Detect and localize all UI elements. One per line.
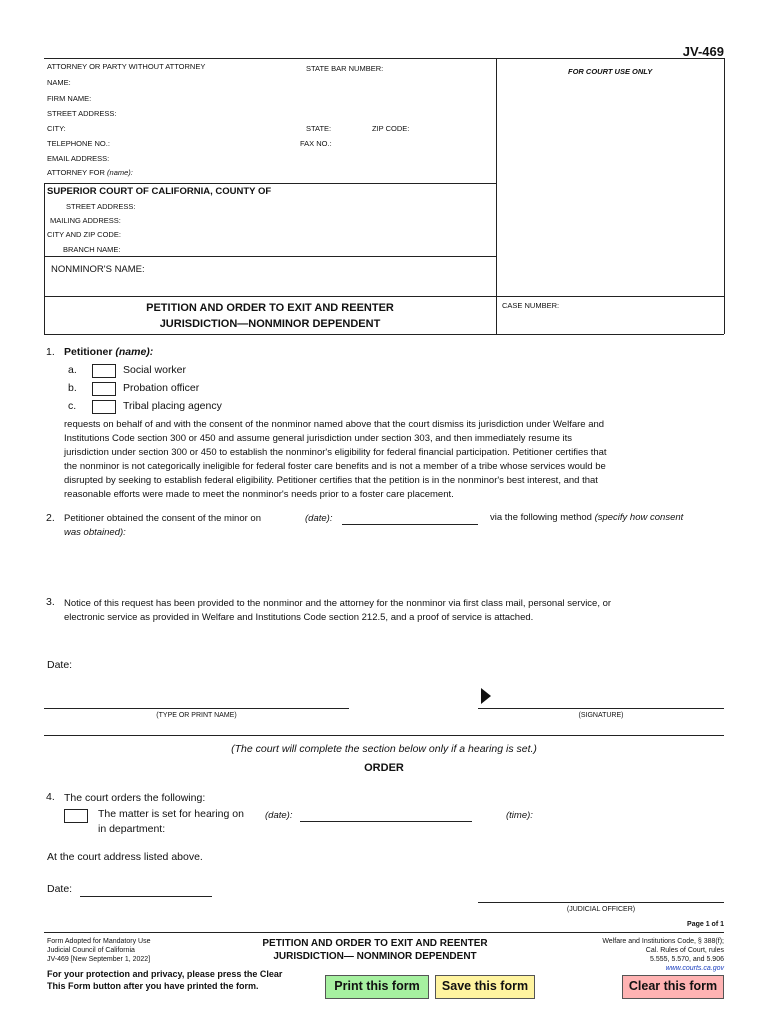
item3-text: Notice of this request has been provided to the nonminor and the attorney for the nonminor via first class mail, personal service, or electronic service as provided in Welfare and Institutions Code section 212.5, and a proof of service is attached. (64, 598, 612, 623)
state-bar-label: STATE BAR NUMBER: (306, 64, 384, 73)
court-branch-label[interactable]: BRANCH NAME: (63, 245, 121, 254)
item2-method-cont: was obtained): (64, 527, 126, 538)
zip-label[interactable]: ZIP CODE: (372, 124, 410, 133)
petitioner-label: Petitioner (name): (64, 346, 154, 358)
hearing-time-label: (time): (506, 810, 533, 821)
tribal-agency-label: Tribal placing agency (123, 400, 222, 412)
email-label[interactable]: EMAIL ADDRESS: (47, 154, 110, 163)
fax-label[interactable]: FAX NO.: (300, 139, 332, 148)
street-label[interactable]: STREET ADDRESS: (47, 109, 117, 118)
court-use-divider (496, 58, 497, 334)
right-border (724, 58, 725, 334)
court-mailing-label[interactable]: MAILING ADDRESS: (50, 216, 121, 225)
court-street-label[interactable]: STREET ADDRESS: (66, 202, 136, 211)
item2-method: via the following method (specify how consent (490, 512, 684, 523)
signature-line[interactable] (478, 708, 724, 709)
attorney-for-label[interactable]: ATTORNEY FOR (name): (47, 168, 133, 177)
item2-date-label: (date): (305, 513, 333, 524)
hearing-checkbox[interactable] (64, 809, 88, 823)
court-section-divider (44, 735, 724, 736)
form-title: PETITION AND ORDER TO EXIT AND REENTER JURISDICTION—NONMINOR DEPENDENT (146, 302, 394, 330)
print-form-button[interactable]: Print this form (325, 975, 429, 999)
court-box-top (44, 183, 496, 184)
header-top-border (44, 58, 724, 59)
tribal-agency-checkbox[interactable] (92, 400, 116, 414)
footer-divider (44, 932, 724, 933)
court-city-label[interactable]: CITY AND ZIP CODE: (47, 230, 121, 239)
item3-number: 3. (46, 596, 55, 608)
signature-caption: (SIGNATURE) (578, 712, 624, 719)
social-worker-checkbox[interactable] (92, 364, 116, 378)
form-id: JV-469 (682, 44, 724, 59)
court-section-note: (The court will complete the section below only if a hearing is set.) (231, 743, 537, 755)
nonminor-box-top (44, 256, 496, 257)
code-references: Welfare and Institutions Code, § 388(f); Cal. Rules of Court, rules 5.555, 5.570, and 5.906 www.courts.ca.gov (602, 938, 724, 972)
firm-name-label[interactable]: FIRM NAME: (47, 94, 92, 103)
footer-title: PETITION AND ORDER TO EXIT AND REENTER JURISDICTION— NONMINOR DEPENDENT (262, 938, 488, 962)
attorney-label: ATTORNEY OR PARTY WITHOUT ATTORNEY (47, 62, 206, 71)
courts-website-link[interactable]: www.courts.ca.gov (665, 965, 724, 972)
court-address-text: At the court address listed above. (47, 851, 203, 863)
order-date-label: Date: (47, 883, 73, 895)
hearing-label: The matter is set for hearing on (98, 808, 244, 820)
item2-number: 2. (46, 512, 55, 524)
order-heading: ORDER (364, 762, 404, 774)
probation-officer-checkbox[interactable] (92, 382, 116, 396)
print-name-line[interactable] (44, 708, 349, 709)
option-a-letter: a. (68, 364, 77, 376)
hearing-date-label: (date): (265, 810, 293, 821)
page-number: Page 1 of 1 (687, 921, 724, 928)
item1-paragraph: requests on behalf of and with the consent of the nonminor named above that the court dismiss its jurisdiction under Welfare and Institutions Code section 300 or 450 and assume general jurisdiction under section 303, and then immediately resume its jurisdiction under section 300 or 450 to establish the nonminor's eligibility for federal financial participation. Petitioner certifies that the nonminor is not categorically ineligible for federal foster care benefits and is not a member of a tribe whose services would be disrupted by seeking to establish federal eligibility. Petitioner certifies that the petition is in the nonminor's best interest, and that reasonable efforts were made to meet the nonminor's needs prior to a foster care placement. (64, 419, 607, 500)
judicial-officer-line[interactable] (478, 902, 724, 903)
privacy-notice: For your protection and privacy, please press the Clear This Form button after you have printed the form. (47, 969, 283, 991)
item4-number: 4. (46, 791, 55, 803)
case-number-label[interactable]: CASE NUMBER: (502, 301, 560, 310)
type-name-caption: (TYPE OR PRINT NAME) (156, 712, 237, 719)
title-box-bottom (44, 334, 724, 335)
option-c-letter: c. (68, 400, 77, 412)
date-label: Date: (47, 659, 73, 671)
court-use-label: FOR COURT USE ONLY (568, 67, 653, 76)
item4-text: The court orders the following: (64, 792, 206, 804)
department-label: in department: (98, 823, 166, 835)
nonminor-name-label[interactable]: NONMINOR'S NAME: (51, 264, 145, 275)
signature-arrow-icon (480, 687, 492, 710)
option-b-letter: b. (68, 382, 77, 394)
title-box-top (44, 296, 724, 297)
item2-text: Petitioner obtained the consent of the minor on (64, 513, 261, 524)
telephone-label[interactable]: TELEPHONE NO.: (47, 139, 110, 148)
state-label[interactable]: STATE: (306, 124, 332, 133)
probation-officer-label: Probation officer (123, 382, 200, 394)
city-label[interactable]: CITY: (47, 124, 66, 133)
consent-date-field[interactable] (342, 524, 478, 525)
item1-number: 1. (46, 346, 55, 358)
social-worker-label: Social worker (123, 364, 187, 376)
judicial-officer-caption: (JUDICIAL OFFICER) (566, 906, 636, 913)
save-form-button[interactable]: Save this form (435, 975, 535, 999)
name-label[interactable]: NAME: (47, 78, 71, 87)
hearing-date-field[interactable] (300, 821, 472, 822)
order-date-field[interactable] (80, 896, 212, 897)
clear-form-button[interactable]: Clear this form (622, 975, 724, 999)
adoption-info: Form Adopted for Mandatory Use Judicial Council of California JV-469 [New September 1, 2022] (47, 938, 151, 963)
court-title: SUPERIOR COURT OF CALIFORNIA, COUNTY OF (47, 186, 272, 197)
